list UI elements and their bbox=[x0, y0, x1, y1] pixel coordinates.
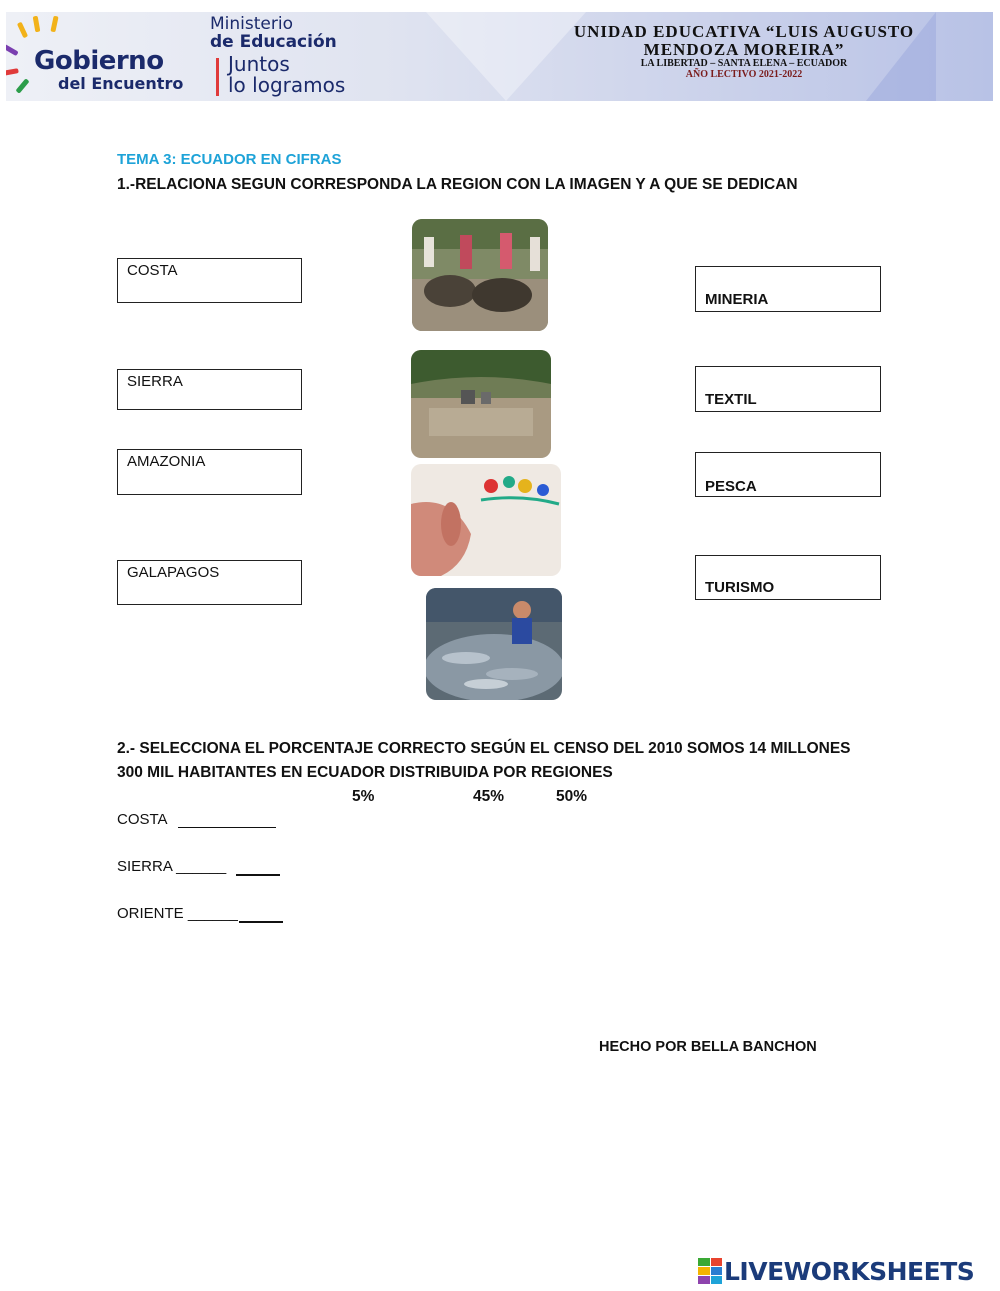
author-credit: HECHO POR BELLA BANCHON bbox=[599, 1039, 817, 1055]
q2-title-line1: 2.- SELECCIONA EL PORCENTAJE CORRECTO SEGÚN EL CENSO DEL 2010 SOMOS 14 MILLONES bbox=[117, 740, 851, 757]
ministry-line1: Ministerio bbox=[210, 14, 293, 34]
option-50-percent[interactable]: 50% bbox=[556, 788, 588, 805]
school-location: LA LIBERTAD – SANTA ELENA – ECUADOR bbox=[640, 58, 848, 69]
q2-row-sierra-label: SIERRA ______ bbox=[117, 858, 227, 875]
answer-blank-sierra[interactable] bbox=[236, 874, 280, 876]
slogan-divider bbox=[216, 58, 219, 96]
activity-box-mineria[interactable] bbox=[695, 266, 881, 312]
gobierno-logo bbox=[6, 12, 206, 101]
answer-blank-oriente[interactable] bbox=[239, 921, 283, 923]
topic-title: TEMA 3: ECUADOR EN CIFRAS bbox=[117, 151, 342, 168]
slogan-line2: lo logramos bbox=[228, 73, 346, 97]
region-box-sierra[interactable] bbox=[117, 369, 302, 410]
activity-label: TURISMO bbox=[705, 579, 775, 596]
activity-box-pesca[interactable] bbox=[695, 452, 881, 497]
liveworksheets-wordmark: LIVEWORKSHEETS bbox=[724, 1256, 975, 1286]
region-label: GALAPAGOS bbox=[127, 564, 220, 581]
liveworksheets-logo[interactable] bbox=[698, 1256, 974, 1286]
q1-title: 1.-RELACIONA SEGUN CORRESPONDA LA REGION CON LA IMAGEN Y A QUE SE DEDICAN bbox=[117, 176, 798, 193]
gobierno-subtitle: del Encuentro bbox=[58, 74, 184, 93]
q2-title-line2: 300 MIL HABITANTES EN ECUADOR DISTRIBUIDA POR REGIONES bbox=[117, 764, 613, 781]
header-banner bbox=[6, 12, 993, 101]
embroidery-photo[interactable] bbox=[411, 464, 561, 576]
q2-row-costa-label: COSTA bbox=[117, 811, 168, 828]
q2-row-oriente-label: ORIENTE ______ bbox=[117, 905, 238, 922]
region-label: SIERRA bbox=[127, 373, 183, 390]
activity-label: PESCA bbox=[705, 478, 757, 495]
answer-blank-costa[interactable] bbox=[178, 827, 276, 828]
ministry-title bbox=[210, 16, 337, 52]
slogan-line1: Juntos bbox=[228, 52, 290, 76]
activity-box-textil[interactable] bbox=[695, 366, 881, 412]
liveworksheets-icon bbox=[698, 1258, 722, 1284]
region-box-galapagos[interactable] bbox=[117, 560, 302, 605]
activity-label: MINERIA bbox=[705, 291, 769, 308]
gobierno-wordmark: Gobierno bbox=[34, 46, 164, 76]
school-year: AÑO LECTIVO 2021-2022 bbox=[685, 69, 803, 80]
region-box-amazonia[interactable] bbox=[117, 449, 302, 495]
mining-site-photo[interactable] bbox=[411, 350, 551, 458]
school-name-line1: UNIDAD EDUCATIVA “LUIS AUGUSTO bbox=[573, 22, 915, 41]
slogan bbox=[228, 54, 345, 96]
region-label: COSTA bbox=[127, 262, 178, 279]
region-box-costa[interactable] bbox=[117, 258, 302, 303]
fishing-catch-photo[interactable] bbox=[426, 588, 562, 700]
activity-label: TEXTIL bbox=[705, 391, 757, 408]
school-name-line2: MENDOZA MOREIRA” bbox=[643, 40, 845, 59]
ministry-line2: de Educación bbox=[210, 32, 337, 52]
option-5-percent[interactable]: 5% bbox=[352, 788, 375, 805]
option-45-percent[interactable]: 45% bbox=[473, 788, 505, 805]
region-label: AMAZONIA bbox=[127, 453, 206, 470]
tortoises-tourists-photo[interactable] bbox=[412, 219, 548, 331]
activity-box-turismo[interactable] bbox=[695, 555, 881, 600]
